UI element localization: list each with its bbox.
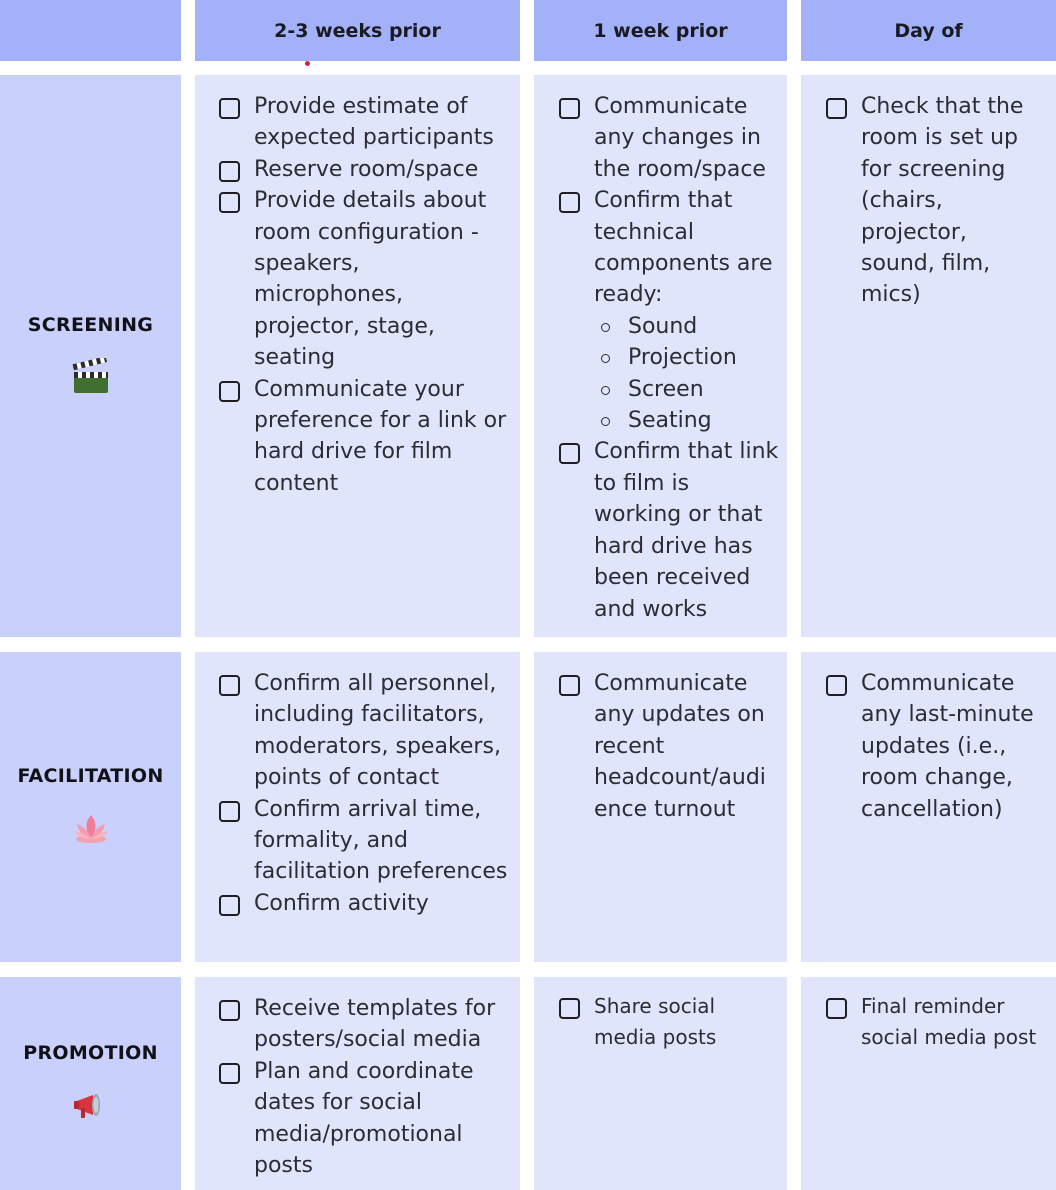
clapper-board-icon	[71, 358, 111, 398]
promotion-1-week-cell	[534, 977, 787, 1190]
accent-dot	[305, 61, 310, 66]
column-header-1-week	[534, 0, 787, 61]
column-header-label: 1 week prior	[593, 19, 728, 42]
checkbox[interactable]	[826, 675, 847, 696]
checkbox[interactable]	[219, 895, 240, 916]
checkbox[interactable]	[559, 192, 580, 213]
checkbox[interactable]	[219, 381, 240, 402]
task-item	[219, 374, 510, 500]
task-text: Communicate any changes in the room/space	[594, 94, 766, 182]
task-text: Confirm that link to film is working or that hard drive has been received and works	[594, 439, 779, 622]
task-text: Provide details about room configuration - speakers, microphones, projector, stage, seating	[254, 188, 487, 371]
checkbox[interactable]	[559, 443, 580, 464]
column-header-label: 2-3 weeks prior	[274, 19, 441, 42]
task-item	[559, 436, 779, 624]
sub-item-text: Projection	[628, 345, 737, 371]
promotion-2-3-weeks-cell	[195, 977, 520, 1190]
checkbox[interactable]	[219, 192, 240, 213]
task-item	[826, 991, 1046, 1052]
task-text: Share social media posts	[594, 994, 717, 1049]
task-text: Confirm that technical components are ready:	[594, 188, 773, 308]
sub-item	[594, 405, 779, 436]
checkbox[interactable]	[219, 801, 240, 822]
task-item	[219, 668, 510, 794]
task-text: Communicate any updates on recent headcount/audi ence turnout	[594, 671, 766, 822]
corner-header	[0, 0, 181, 61]
task-list	[219, 668, 510, 919]
column-header-2-3-weeks	[195, 0, 520, 61]
sub-item-text: Sound	[628, 313, 698, 339]
column-header-day-of	[801, 0, 1056, 61]
task-list	[826, 91, 1046, 311]
task-text: Plan and coordinate dates for social media/promotional posts	[254, 1058, 474, 1179]
facilitation-2-3-weeks-cell	[195, 652, 520, 962]
column-header-label: Day of	[894, 19, 963, 42]
row-header-screening	[0, 75, 181, 637]
sub-item	[594, 311, 779, 342]
checkbox[interactable]	[559, 98, 580, 119]
checkbox[interactable]	[559, 675, 580, 696]
checkbox[interactable]	[826, 98, 847, 119]
sub-item-text: Seating	[628, 408, 712, 434]
checkbox[interactable]	[826, 998, 847, 1019]
task-item	[826, 91, 1046, 311]
task-list	[559, 668, 779, 825]
task-text: Confirm arrival time, formality, and facilitation preferences	[254, 796, 508, 885]
facilitation-day-of-cell	[801, 652, 1056, 962]
task-list	[219, 993, 510, 1181]
promotion-day-of-cell	[801, 977, 1056, 1190]
sub-item	[594, 374, 779, 405]
task-text: Provide estimate of expected participants	[254, 94, 494, 151]
task-item	[559, 991, 779, 1052]
checkbox[interactable]	[219, 98, 240, 119]
sub-item	[594, 342, 779, 373]
row-label: FACILITATION	[17, 765, 164, 787]
row-header-facilitation	[0, 652, 181, 962]
screening-2-3-weeks-cell	[195, 75, 520, 637]
megaphone-icon	[71, 1086, 111, 1126]
task-item	[559, 91, 779, 185]
task-text: Communicate your preference for a link or hard drive for film content	[254, 376, 507, 496]
row-label: PROMOTION	[23, 1041, 158, 1064]
task-item	[219, 91, 510, 154]
task-text: Check that the room is set up for screening (chairs, projector, sound, film, mics)	[861, 94, 1024, 308]
task-list	[219, 91, 510, 499]
task-text: Reserve room/space	[254, 156, 479, 182]
checkbox[interactable]	[219, 1000, 240, 1021]
task-list	[826, 668, 1046, 825]
task-item	[826, 668, 1046, 825]
task-item	[219, 888, 510, 919]
sub-item-text: Screen	[628, 376, 704, 402]
task-item	[219, 185, 510, 373]
task-text: Confirm all personnel, including facilitators, moderators, speakers, points of contact	[254, 671, 501, 791]
task-item	[559, 185, 779, 436]
task-list	[559, 91, 779, 625]
checkbox[interactable]	[219, 1063, 240, 1084]
task-list	[559, 991, 779, 1052]
screening-day-of-cell	[801, 75, 1056, 637]
task-item	[219, 1056, 510, 1182]
sub-list	[594, 311, 779, 437]
task-item	[219, 154, 510, 185]
screening-1-week-cell	[534, 75, 787, 637]
task-text: Confirm activity	[254, 890, 429, 916]
facilitation-1-week-cell	[534, 652, 787, 962]
task-item	[219, 794, 510, 888]
task-text: Receive templates for posters/social media	[254, 996, 496, 1053]
task-text: Final reminder social media post	[861, 994, 1037, 1049]
row-header-promotion	[0, 977, 181, 1190]
checkbox[interactable]	[219, 161, 240, 182]
task-text: Communicate any last-minute updates (i.e., room change, cancellation)	[861, 671, 1034, 822]
row-label: SCREENING	[27, 314, 154, 336]
task-list	[826, 991, 1046, 1052]
checkbox[interactable]	[559, 998, 580, 1019]
checkbox[interactable]	[219, 675, 240, 696]
task-item	[219, 993, 510, 1056]
lotus-icon	[71, 809, 111, 849]
task-item	[559, 668, 779, 825]
